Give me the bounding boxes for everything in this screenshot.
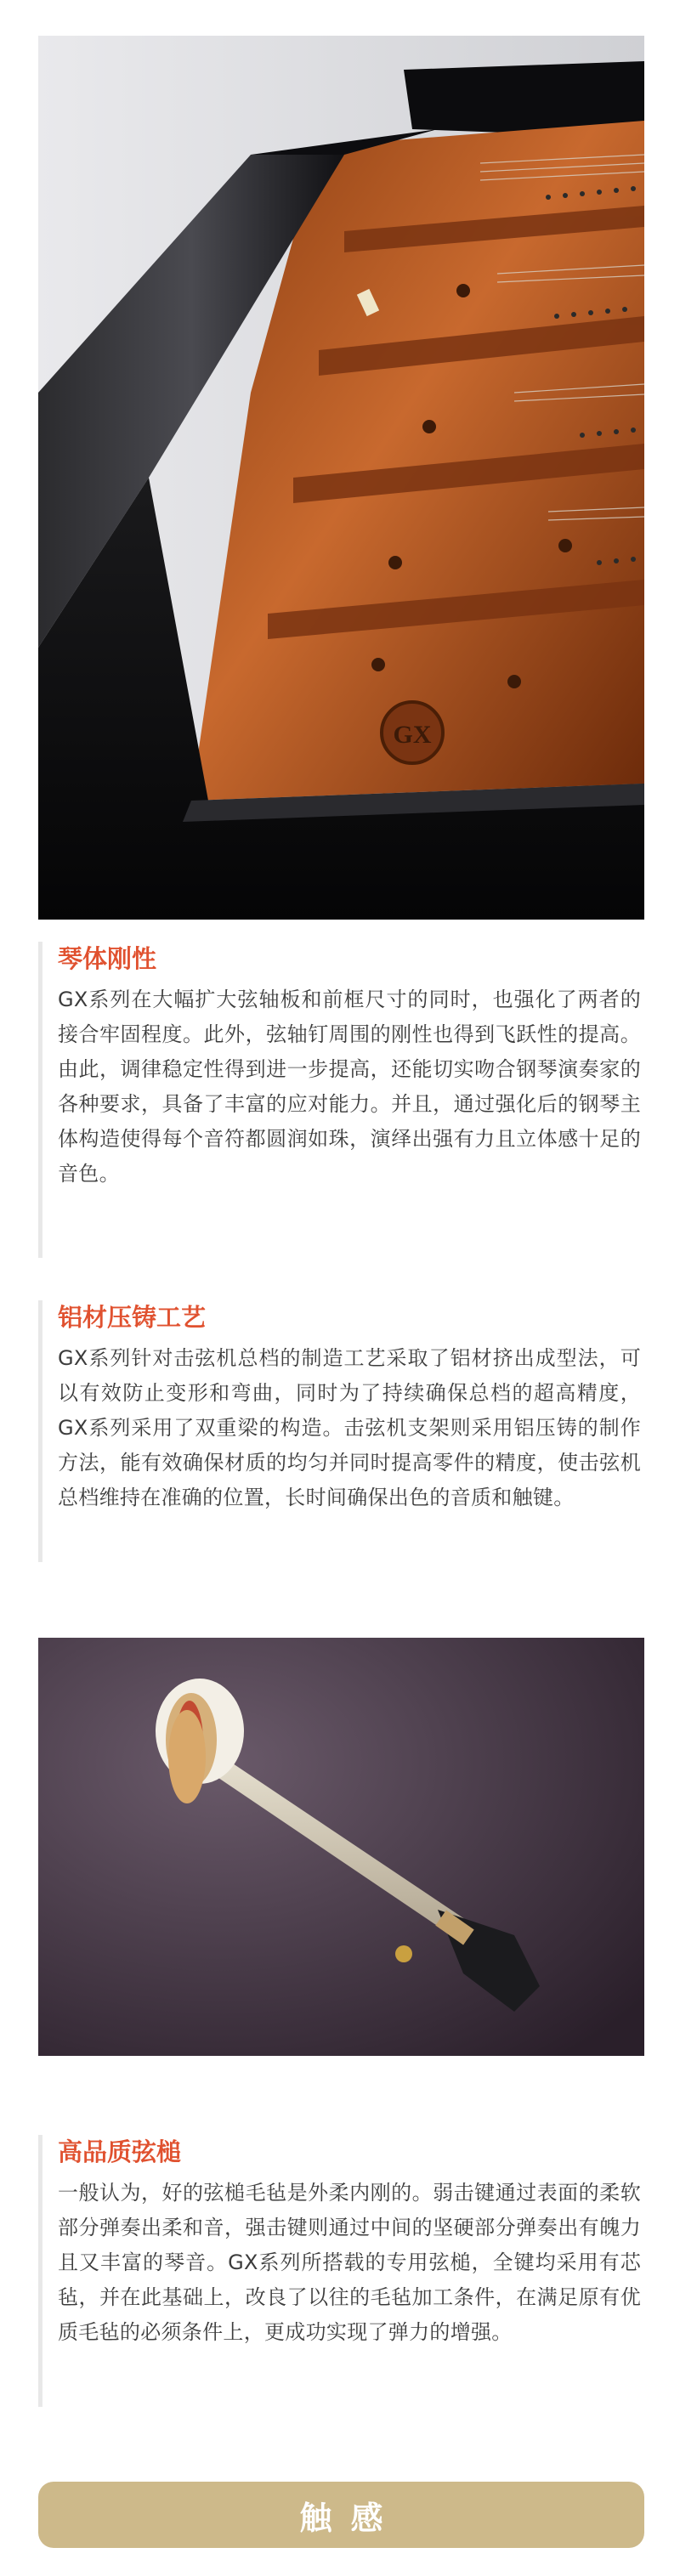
hammer-photo: [38, 1638, 644, 2056]
section-title: 高品质弦槌: [58, 2137, 182, 2166]
section-high-quality-hammer: [38, 2135, 644, 2407]
section-body: GX系列在大幅扩大弦轴板和前框尺寸的同时，也强化了两者的接合牢固程度。此外，弦轴钉周围的刚性也得到飞跃性的提高。由此，调律稳定性得到进一步提高，还能切实吻合钢琴演奏家的各种要求，具备了丰富的应对能力。并且，通过强化后的钢琴主体构造使得每个音符都圆润如珠，演绎出强有力且立体感十足的音色。: [58, 988, 641, 1186]
section-body: 一般认为，好的弦槌毛毡是外柔内刚的。弱击键通过表面的柔软部分弹奏出柔和音，强击键则通过中间的坚硬部分弹奏出有魄力且又丰富的琴音。GX系列所搭载的专用弦槌，全键均采用有芯毡，并在此基础上，改良了以往的毛毡加工条件，在满足原有优质毛毡的必须条件上，更成功实现了弹力的增强。: [58, 2181, 641, 2344]
gx-logo: GX: [393, 721, 432, 749]
section-title: 铝材压铸工艺: [58, 1303, 207, 1332]
piano-hammer-icon: [38, 1638, 644, 2056]
piano-interior-photo: [38, 36, 644, 920]
section-body-rigidity: [38, 942, 644, 1258]
section-title: 琴体刚性: [58, 944, 157, 973]
grand-piano-interior-icon: [38, 36, 644, 920]
section-body: GX系列针对击弦机总档的制造工艺采取了铝材挤出成型法，可以有效防止变形和弯曲，同时为了持续确保总档的超高精度，GX系列采用了双重梁的构造。击弦机支架则采用铝压铸的制作方法，能有效确保材质的均匀并同时提高零件的精度，使击弦机总档维持在准确的位置，长时间确保出色的音质和触键。: [58, 1346, 641, 1509]
touch-banner: 触感: [38, 2482, 644, 2548]
section-aluminum-die-casting: [38, 1300, 644, 1562]
